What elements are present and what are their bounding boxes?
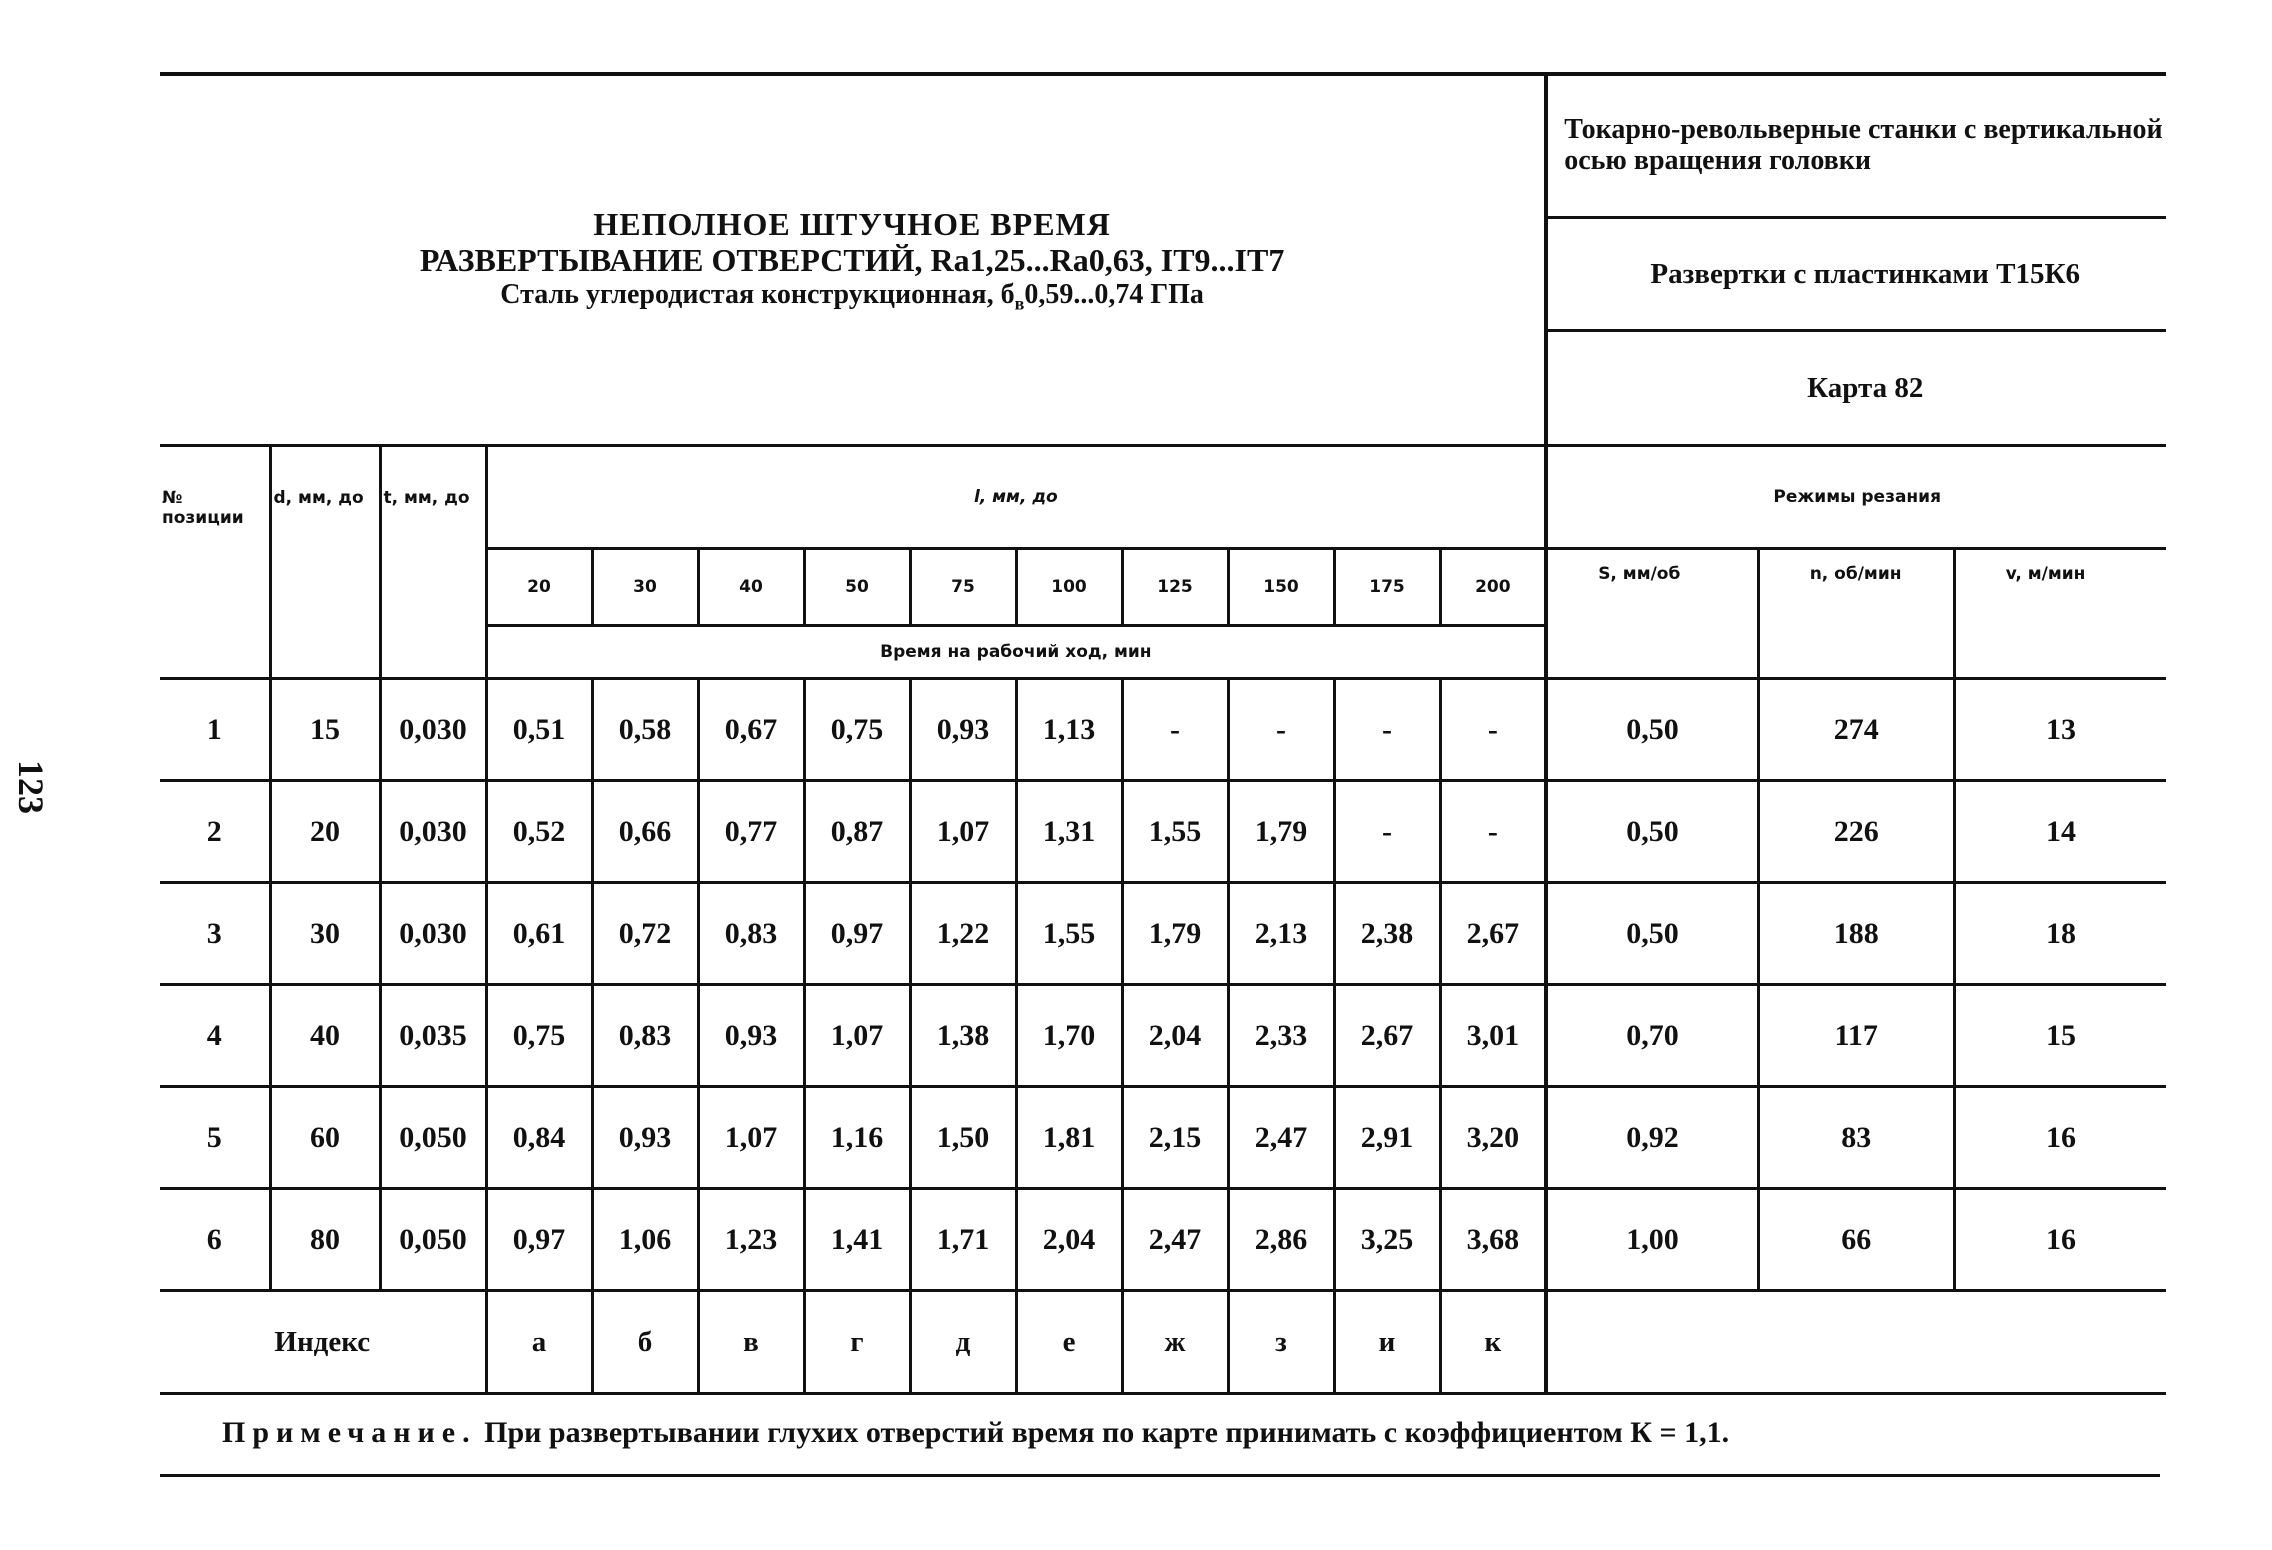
title-line-1: НЕПОЛНОЕ ШТУЧНОЕ ВРЕМЯ [593,205,1111,242]
header-t: t, мм, до [380,446,486,679]
cell-time: 0,83 [592,985,698,1087]
card-title [160,74,1546,446]
cell-n: 188 [1758,883,1954,985]
cell-s: 0,50 [1546,883,1758,985]
table-row [160,883,2166,985]
cell-time: 1,50 [910,1087,1016,1189]
cell-s: 0,50 [1546,781,1758,883]
machine-type: Токарно-револьверные станки с вертикальной осью вращения головки [1546,74,2166,218]
index-cell: б [592,1291,698,1394]
header-l-value: 150 [1228,549,1334,626]
cell-time: 1,07 [804,985,910,1087]
cell-time: 2,38 [1334,883,1440,985]
cell-position: 3 [160,883,270,985]
cell-d: 80 [270,1189,380,1291]
header-l-value: 50 [804,549,910,626]
cell-time: 2,15 [1122,1087,1228,1189]
cell-n: 66 [1758,1189,1954,1291]
index-cell: к [1440,1291,1546,1394]
table-row [160,1087,2166,1189]
cell-time: 0,84 [486,1087,592,1189]
cell-time: 2,47 [1228,1087,1334,1189]
header-v: v, м/мин [1954,549,2166,679]
cell-time: 1,16 [804,1087,910,1189]
cell-time: - [1122,679,1228,781]
cell-s: 0,92 [1546,1087,1758,1189]
norm-card-table [160,72,2166,1395]
cell-time: - [1334,679,1440,781]
cell-position: 4 [160,985,270,1087]
table-row [160,985,2166,1087]
cell-time: 1,07 [910,781,1016,883]
header-l-value: 40 [698,549,804,626]
cell-s: 1,00 [1546,1189,1758,1291]
cell-time: 2,47 [1122,1189,1228,1291]
cell-time: 1,55 [1122,781,1228,883]
cell-time: 1,55 [1016,883,1122,985]
table-row [160,1189,2166,1291]
cell-v: 14 [1954,781,2166,883]
header-l-value: 175 [1334,549,1440,626]
cell-v: 16 [1954,1087,2166,1189]
cell-time: 1,06 [592,1189,698,1291]
header-l: l, мм, до [486,446,1546,549]
cell-time: 3,20 [1440,1087,1546,1189]
cell-time: 2,04 [1122,985,1228,1087]
cell-time: 3,68 [1440,1189,1546,1291]
cell-position: 6 [160,1189,270,1291]
cell-time: 1,23 [698,1189,804,1291]
title-line-2: РАЗВЕРТЫВАНИЕ ОТВЕРСТИЙ, Ra1,25...Ra0,63, IT9...IT7 [419,242,1285,279]
cell-d: 30 [270,883,380,985]
cell-s: 0,50 [1546,679,1758,781]
cell-time: 0,58 [592,679,698,781]
cell-t: 0,050 [380,1189,486,1291]
index-cell: е [1016,1291,1122,1394]
cell-time: 0,61 [486,883,592,985]
cell-time: 1,71 [910,1189,1016,1291]
header-l-value: 20 [486,549,592,626]
index-cell: з [1228,1291,1334,1394]
header-modes: Режимы резания [1546,446,2166,549]
cell-time: - [1440,781,1546,883]
cell-time: 3,01 [1440,985,1546,1087]
footnote [222,1416,1729,1450]
index-cell: д [910,1291,1016,1394]
cell-time: 1,07 [698,1087,804,1189]
cell-v: 13 [1954,679,2166,781]
header-time: Время на рабочий ход, мин [486,626,1546,679]
cell-time: 0,77 [698,781,804,883]
cell-time: 0,97 [804,883,910,985]
cell-t: 0,030 [380,679,486,781]
card-number: Карта 82 [1546,331,2166,446]
index-cell: и [1334,1291,1440,1394]
footnote-text: При развертывании глухих отверстий время по карте принимать с коэффициентом К = 1,1. [476,1416,1730,1449]
cell-time: 0,87 [804,781,910,883]
cell-time: 1,79 [1122,883,1228,985]
cell-time: 1,38 [910,985,1016,1087]
cell-time: 2,67 [1440,883,1546,985]
cell-time: 0,51 [486,679,592,781]
table-row [160,781,2166,883]
cell-n: 274 [1758,679,1954,781]
table-row [160,679,2166,781]
cell-n: 117 [1758,985,1954,1087]
index-cell: в [698,1291,804,1394]
cell-d: 20 [270,781,380,883]
index-empty [1546,1291,2166,1394]
header-l-value: 100 [1016,549,1122,626]
header-s: S, мм/об [1546,549,1758,679]
cell-time: 0,52 [486,781,592,883]
cell-time: 1,13 [1016,679,1122,781]
footnote-label: Примечание. [222,1416,477,1449]
index-cell: ж [1122,1291,1228,1394]
cell-time: 2,91 [1334,1087,1440,1189]
header-l-value: 200 [1440,549,1546,626]
cell-position: 5 [160,1087,270,1189]
cell-t: 0,030 [380,781,486,883]
cell-t: 0,035 [380,985,486,1087]
cell-d: 40 [270,985,380,1087]
cell-v: 16 [1954,1189,2166,1291]
cell-time: 0,93 [910,679,1016,781]
cell-time: 0,93 [698,985,804,1087]
cell-time: 2,04 [1016,1189,1122,1291]
cell-position: 1 [160,679,270,781]
header-l-value: 30 [592,549,698,626]
cell-time: 1,22 [910,883,1016,985]
index-row [160,1291,2166,1394]
header-l-value: 75 [910,549,1016,626]
cell-time: - [1228,679,1334,781]
cell-n: 83 [1758,1087,1954,1189]
cell-time: 1,81 [1016,1087,1122,1189]
cell-time: 0,72 [592,883,698,985]
cell-time: 3,25 [1334,1189,1440,1291]
cell-time: 0,83 [698,883,804,985]
cell-time: 2,13 [1228,883,1334,985]
cell-time: 0,75 [486,985,592,1087]
header-d: d, мм, до [270,446,380,679]
cell-time: 1,41 [804,1189,910,1291]
cell-time: 0,66 [592,781,698,883]
cell-time: - [1440,679,1546,781]
cell-v: 18 [1954,883,2166,985]
cell-time: - [1334,781,1440,883]
cell-time: 0,75 [804,679,910,781]
header-position: № позиции [160,446,270,679]
header-l-value: 125 [1122,549,1228,626]
cell-time: 1,31 [1016,781,1122,883]
cell-time: 0,93 [592,1087,698,1189]
cell-t: 0,030 [380,883,486,985]
cell-time: 0,67 [698,679,804,781]
cell-time: 2,86 [1228,1189,1334,1291]
index-cell: а [486,1291,592,1394]
index-cell: г [804,1291,910,1394]
cell-time: 1,70 [1016,985,1122,1087]
footnote-rule [160,1474,2160,1477]
page-number: 123 [11,760,51,814]
cell-time: 2,33 [1228,985,1334,1087]
title-line-3: Сталь углеродистая конструкционная, $б_в0,59...0,74$ ГПа [500,279,1204,314]
cell-d: 60 [270,1087,380,1189]
tool-type: Развертки с пластинками Т15К6 [1546,218,2166,331]
cell-position: 2 [160,781,270,883]
cell-d: 15 [270,679,380,781]
cell-v: 15 [1954,985,2166,1087]
cell-time: 1,79 [1228,781,1334,883]
header-n: n, об/мин [1758,549,1954,679]
index-label: Индекс [160,1291,486,1394]
cell-t: 0,050 [380,1087,486,1189]
cell-s: 0,70 [1546,985,1758,1087]
cell-n: 226 [1758,781,1954,883]
cell-time: 0,97 [486,1189,592,1291]
cell-time: 2,67 [1334,985,1440,1087]
